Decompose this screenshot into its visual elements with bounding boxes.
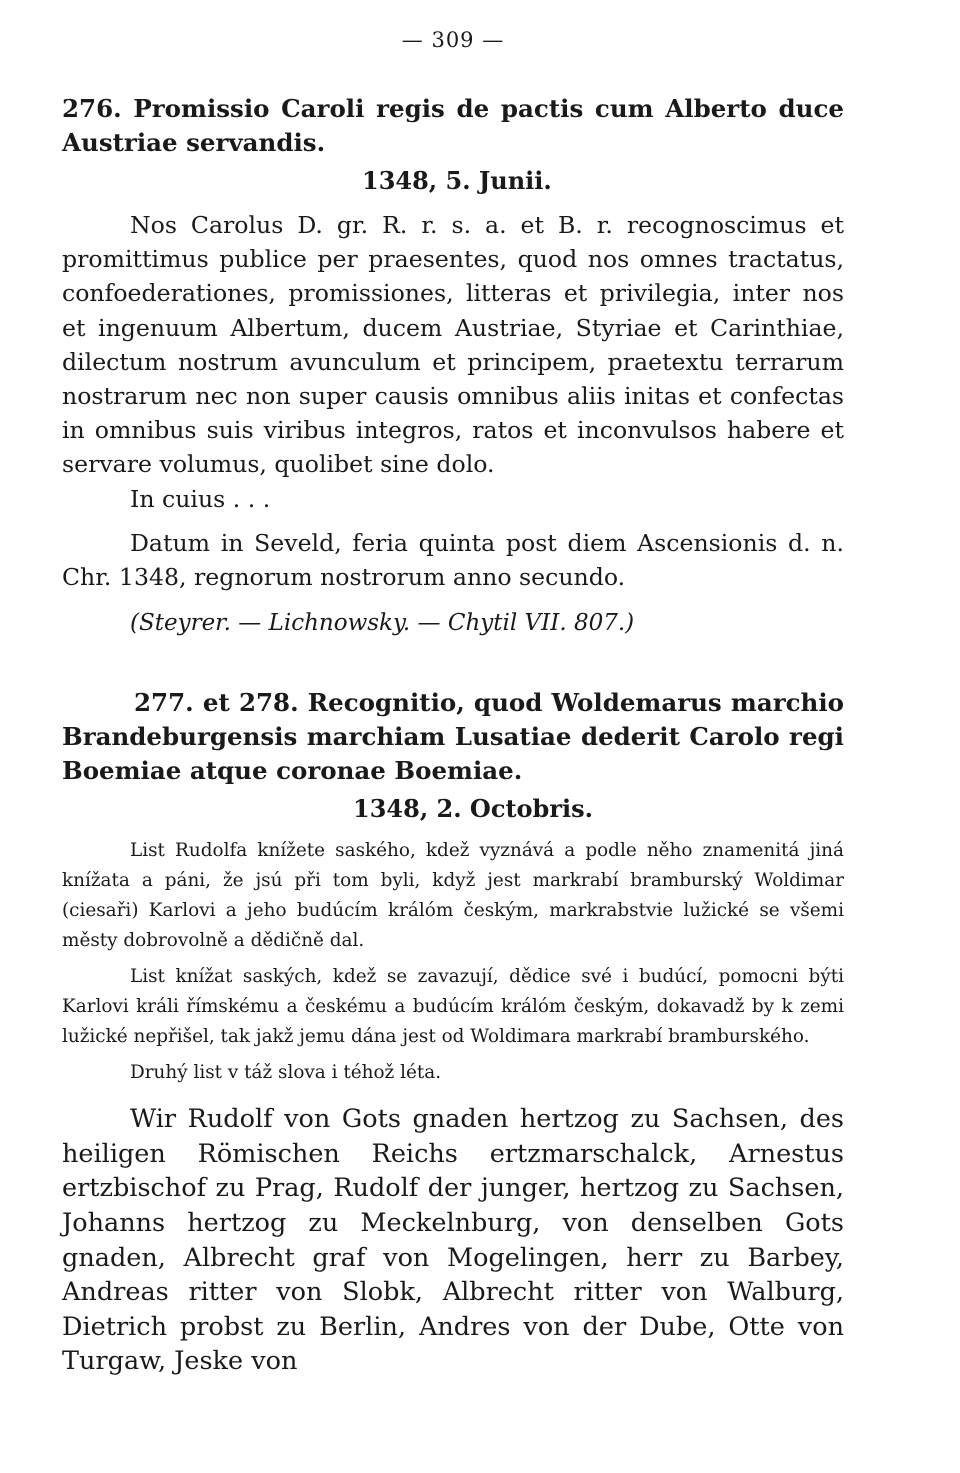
source-citation: (Steyrer. — Lichnowsky. — Chytil VII. 807.) (130, 610, 635, 637)
document-date: 1348, 5. Junii. (362, 166, 552, 195)
german-text: Wir Rudolf von Gots gnaden hertzog zu Sachsen, des heiligen Römischen Reichs ertzmarschalck, Arnestus ertzbischof zu Prag, Rudolf der junger, hertzog zu Sachsen, Johanns hertzog zu Meckelnburg, von denselben Gots gnaden, Albrecht graf von Mogelingen, herr zu Barbey, Andreas ritter von Slobk, Albrecht ritter von Walburg, Dietrich probst zu Berlin, Andres von der Dube, Otte von Turgaw, Jeske von (62, 1104, 844, 1377)
document-text: Nos Carolus D. gr. R. r. s. a. et B. r. recognoscimus et promittimus publice per praesentes, quod nos omnes tractatus, confoederationes, promissiones, litteras et privilegia, inter nos et ingenuum Albertum, ducem Austriae, Styriae et Carinthiae, dilectum nostrum avunculum et principem, praetextu terrarum nostrarum nec non super causis omnibus aliis initas et confectas in omnibus suis viribus integros, ratos et inconvulsos habere et servare volumus, quolibet sine dolo. (62, 211, 844, 479)
datum-line: Datum in Seveld, feria quinta post diem Ascensionis d. n. Chr. 1348, regnorum nostrorum anno secundo. (62, 528, 844, 592)
document-heading: 276. Promissio Caroli regis de pactis cum Alberto duce Austriae servandis. (62, 94, 844, 157)
document-277-278 (62, 686, 844, 1379)
document-276 (62, 92, 844, 640)
document-heading: 277. et 278. Recognitio, quod Woldemarus marchio Brandeburgensis marchiam Lusatiae dederit Carolo regi Boemiae atque coronae Boemiae. (62, 688, 844, 786)
czech-regest-3: Druhý list v táž slova i téhož léta. (130, 1062, 442, 1084)
czech-regest-2: List knížat saských, kdež se zavazují, dědice své i budúcí, pomocni býti Karlovi králi římskému a českému a budúcím králóm českým, dokavadž by k zemi lužické nepřišel, tak jakž jemu dána jest od Woldimara markrabí bramburského. (62, 966, 844, 1048)
czech-regest-1: List Rudolfa knížete saského, kdež vyznává a podle něho znamenitá jiná knížata a páni, že jsú při tom byli, když jest markrabí bramburský Woldimar (ciesaři) Karlovi a jeho budúcím králóm českým, markrabstvie lužické se všemi městy dobrovolně a dědičně dal. (62, 840, 844, 952)
document-date: 1348, 2. Octobris. (353, 794, 593, 824)
in-cuius-line: In cuius . . . (130, 484, 271, 513)
document-page (62, 28, 844, 1379)
page-number: — 309 — (401, 28, 505, 52)
